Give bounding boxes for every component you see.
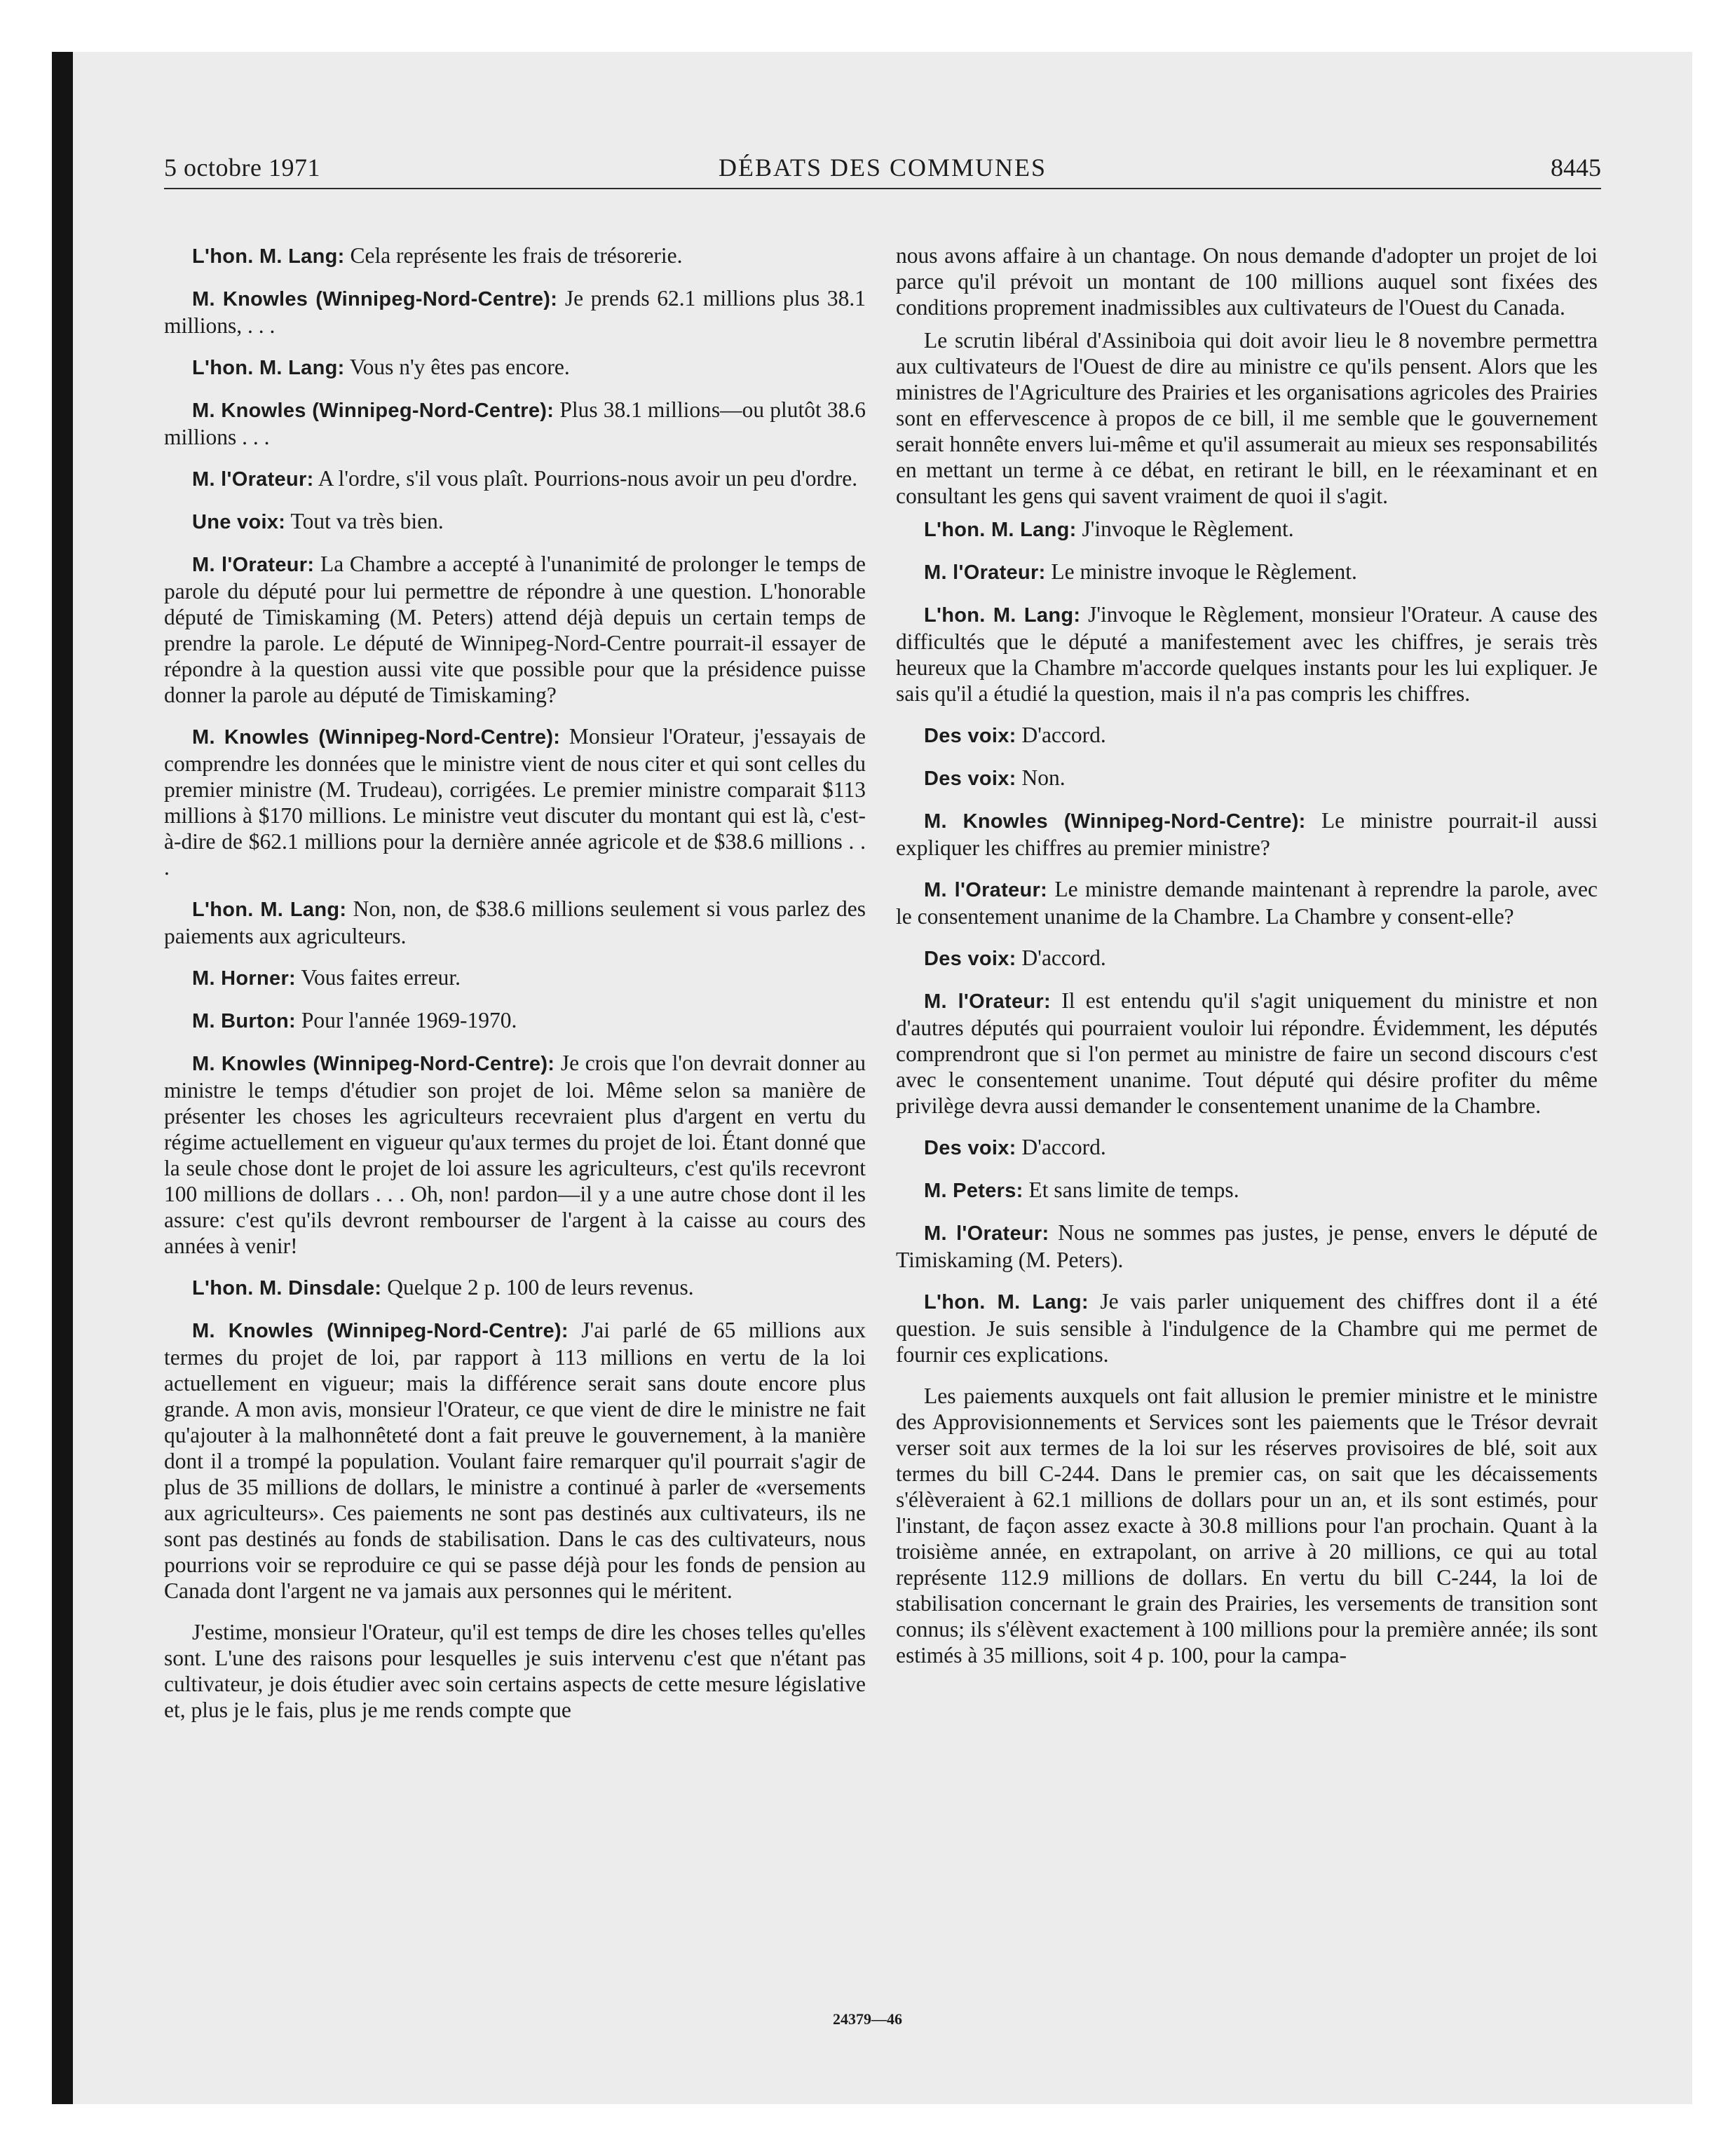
right-column bbox=[896, 243, 1598, 1981]
speech-text: Cela représente les frais de trésorerie. bbox=[350, 243, 683, 268]
speech-text: Le ministre invoque le Règlement. bbox=[1051, 559, 1357, 584]
footer-print-code: 24379—46 bbox=[833, 2010, 902, 2028]
speech-text: Vous n'y êtes pas encore. bbox=[349, 355, 570, 379]
speaker-name: Une voix: bbox=[192, 511, 286, 533]
speech-text: Nous ne sommes pas justes, je pense, envers le député de Timiskaming (M. Peters). bbox=[896, 1220, 1598, 1272]
page-number: 8445 bbox=[1551, 153, 1601, 182]
speech-text: Le ministre pourrait-il aussi expliquer les chiffres au premier ministre? bbox=[896, 808, 1598, 860]
speech-text: A l'ordre, s'il vous plaît. Pourrions-nous avoir un peu d'ordre. bbox=[318, 466, 858, 491]
speech-text: Tout va très bien. bbox=[290, 509, 444, 533]
debate-paragraph bbox=[164, 1007, 866, 1035]
page-header bbox=[164, 151, 1601, 189]
speech-text: Je prends 62.1 millions plus 38.1 millions, . . . bbox=[164, 286, 866, 338]
speech-text: J'estime, monsieur l'Orateur, qu'il est temps de dire les choses telles qu'elles sont. L'une des raisons pour lesquelles je suis intervenu c'est que n'étant pas cultivateur, je dois étudier avec soin certains aspects de cette mesure législative et, plus je le fais, plus je me rends compte que bbox=[164, 1620, 866, 1722]
speech-text: J'invoque le Règlement. bbox=[1082, 517, 1294, 541]
speech-text: Quelque 2 p. 100 de leurs revenus. bbox=[387, 1275, 694, 1299]
debate-paragraph bbox=[896, 876, 1598, 929]
speaker-name: L'hon. M. Lang: bbox=[924, 519, 1077, 541]
debate-paragraph bbox=[896, 601, 1598, 707]
speech-text: Vous faites erreur. bbox=[301, 965, 461, 990]
debate-paragraph bbox=[896, 1134, 1598, 1161]
speaker-name: M. l'Orateur: bbox=[924, 990, 1051, 1013]
speaker-name: L'hon. M. Lang: bbox=[192, 245, 345, 268]
debate-paragraph bbox=[164, 508, 866, 535]
debate-paragraph bbox=[164, 243, 866, 270]
debate-paragraph bbox=[896, 1288, 1598, 1367]
debate-paragraph bbox=[164, 1619, 866, 1723]
speaker-name: M. Knowles (Winnipeg-Nord-Centre): bbox=[192, 1320, 569, 1342]
speaker-name: L'hon. M. Lang: bbox=[192, 899, 347, 921]
debate-paragraph bbox=[164, 723, 866, 880]
speaker-name: M. l'Orateur: bbox=[192, 468, 314, 491]
speaker-name: L'hon. M. Lang: bbox=[192, 357, 345, 379]
debate-paragraph bbox=[896, 988, 1598, 1119]
speech-text: Pour l'année 1969-1970. bbox=[301, 1008, 517, 1032]
speech-text: Le scrutin libéral d'Assiniboia qui doit avoir lieu le 8 novembre permettra aux cultivateurs de l'Ouest de dire au ministre ce qu'ils pensent. Alors que les ministres de l'Agriculture des Prairies et les organisations agricoles des Prairies sont en effervescence à propos de ce bill, il me semble que le gouvernement serait honnête envers lui-même et qu'il assumerait au mieux ses responsabilités en mettant un terme à ce débat, en retirant le bill, en le réexaminant et en consultant les gens qui savent vraiment de quoi il s'agit. bbox=[896, 328, 1598, 508]
speech-text: nous avons affaire à un chantage. On nous demande d'adopter un projet de loi parce qu'il prévoit un montant de 100 millions auquel sont fixées des conditions proprement inadmissibles aux cultivateurs de l'Ouest du Canada. bbox=[896, 243, 1598, 320]
debate-paragraph bbox=[896, 243, 1598, 320]
speaker-name: Des voix: bbox=[924, 767, 1016, 790]
speaker-name: M. Knowles (Winnipeg-Nord-Centre): bbox=[192, 1053, 555, 1075]
debate-paragraph bbox=[896, 807, 1598, 861]
debate-paragraph bbox=[164, 354, 866, 381]
left-column bbox=[164, 243, 866, 1981]
header-title: DÉBATS DES COMMUNES bbox=[718, 153, 1047, 182]
debate-paragraph bbox=[896, 327, 1598, 509]
speech-text: La Chambre a accepté à l'unanimité de prolonger le temps de parole du député pour lui permettre de répondre à une question. L'honorable député de Timiskaming (M. Peters) attend déjà depuis un certain temps de prendre la parole. Le député de Winnipeg-Nord-Centre pourrait-il essayer de répondre à la question aussi vite que possible pour que la présidence puisse donner la parole au député de Timiskaming? bbox=[164, 552, 866, 707]
debate-paragraph bbox=[896, 1220, 1598, 1273]
debate-paragraph bbox=[896, 765, 1598, 792]
debate-paragraph bbox=[164, 285, 866, 339]
speaker-name: M. l'Orateur: bbox=[192, 554, 315, 576]
speech-text: Les paiements auxquels ont fait allusion le premier ministre et le ministre des Approvisionnements et Services sont les paiements que le Trésor devrait verser soit aux termes de la loi sur les réserves provisoires de blé, soit aux termes du bill C-244. Dans le premier cas, on sait que les décaissements s'élèveraient à 62.1 millions de dollars pour un an, et ils sont estimés, pour l'instant, de façon assez exacte à 30.8 millions pour l'an prochain. Quant à la troisième année, en extrapolant, on arrive à 20 millions, ce qui au total représente 112.9 millions de dollars. En vertu du bill C-244, la loi de stabilisation concernant le grain des Prairies, les versements de transition sont connus; ils s'élèvent exactement à 100 millions pour la première année; ils sont estimés à 35 millions, soit 4 p. 100, pour la campa- bbox=[896, 1384, 1598, 1667]
debate-paragraph bbox=[896, 1383, 1598, 1668]
speaker-name: M. l'Orateur: bbox=[924, 1222, 1049, 1245]
debate-paragraph bbox=[164, 964, 866, 992]
speech-text: D'accord. bbox=[1021, 946, 1106, 970]
speaker-name: M. Horner: bbox=[192, 967, 296, 990]
speech-text: Non. bbox=[1021, 765, 1066, 790]
debate-paragraph bbox=[896, 516, 1598, 543]
speaker-name: M. Burton: bbox=[192, 1010, 296, 1032]
speaker-name: L'hon. M. Dinsdale: bbox=[192, 1277, 382, 1299]
debate-paragraph bbox=[164, 465, 866, 493]
speaker-name: L'hon. M. Lang: bbox=[924, 604, 1081, 627]
speech-text: Plus 38.1 millions—ou plutôt 38.6 millions . . . bbox=[164, 397, 866, 449]
speaker-name: M. Peters: bbox=[924, 1180, 1023, 1202]
speaker-name: M. Knowles (Winnipeg-Nord-Centre): bbox=[924, 810, 1306, 833]
speaker-name: M. l'Orateur: bbox=[924, 561, 1046, 584]
debate-paragraph bbox=[896, 559, 1598, 586]
speech-text: Le ministre demande maintenant à reprendre la parole, avec le consentement unanime de la Chambre. La Chambre y consent-elle? bbox=[896, 877, 1598, 929]
speech-text: Monsieur l'Orateur, j'essayais de comprendre les données que le ministre vient de nous citer et qui sont celles du premier ministre (M. Trudeau), corrigées. Le premier ministre comparait $113 millions à $170 millions. Le ministre veut discuter du montant qui est là, c'est-à-dire de $62.1 millions pour la dernière année agricole et de $38.6 millions . . . bbox=[164, 724, 866, 880]
speaker-name: M. Knowles (Winnipeg-Nord-Centre): bbox=[192, 400, 554, 422]
header-date: 5 octobre 1971 bbox=[164, 153, 320, 182]
speech-text: Je vais parler uniquement des chiffres dont il a été question. Je suis sensible à l'indulgence de la Chambre qui me permet de fournir ces explications. bbox=[896, 1289, 1598, 1367]
debate-paragraph bbox=[164, 1317, 866, 1604]
speaker-name: Des voix: bbox=[924, 725, 1016, 747]
debate-paragraph bbox=[164, 1274, 866, 1302]
speaker-name: Des voix: bbox=[924, 1137, 1016, 1159]
speech-text: D'accord. bbox=[1021, 1135, 1106, 1159]
speaker-name: L'hon. M. Lang: bbox=[924, 1291, 1089, 1314]
debate-paragraph bbox=[164, 397, 866, 450]
debate-paragraph bbox=[896, 1177, 1598, 1204]
speaker-name: Des voix: bbox=[924, 948, 1016, 970]
debate-paragraph bbox=[896, 722, 1598, 749]
debate-paragraph bbox=[896, 945, 1598, 972]
speech-text: Il est entendu qu'il s'agit uniquement du ministre et non d'autres députés qui pourraient vouloir lui répondre. Évidemment, les députés comprendront que si l'on permet au ministre de faire un second discours c'est avec le consentement unanime. Tout député qui désire profiter du même privilège devra aussi demander le consentement unanime de la Chambre. bbox=[896, 988, 1598, 1118]
speech-text: Je crois que l'on devrait donner au ministre le temps d'étudier son projet de loi. Même selon sa manière de présenter les choses les agriculteurs recevraient plus d'argent en vertu du régime actuellement en vigueur qu'aux termes du projet de loi. Étant donné que la seule chose dont le projet de loi assure les agriculteurs, c'est qu'ils recevront 100 millions de dollars . . . Oh, non! pardon—il y a une autre chose dont il les assure: c'est qu'ils devront rembourser de l'argent à la caisse au cours des années à venir! bbox=[164, 1051, 866, 1258]
speech-text: Et sans limite de temps. bbox=[1028, 1178, 1239, 1202]
speaker-name: M. l'Orateur: bbox=[924, 879, 1048, 901]
debate-paragraph bbox=[164, 1050, 866, 1259]
speech-text: J'ai parlé de 65 millions aux termes du projet de loi, par rapport à 113 millions en vertu de la loi actuellement en vigueur; mais la différence serait sans doute encore plus grande. A mon avis, monsieur l'Orateur, ce que vient de dire le ministre ne fait qu'ajouter à la malhonnêteté dont a fait preuve le gouvernement, à la manière dont il a trompé la population. Voulant faire remarquer qu'il pourrait s'agir de plus de 35 millions de dollars, le ministre a continué à parler de «versements aux agriculteurs». Ces paiements ne sont pas destinés aux cultivateurs, ils ne sont pas destinés au fonds de stabilisation. Dans le cas des cultivateurs, nous pourrions voir se reproduire ce qui se passe déjà pour les fonds de pension au Canada dont l'argent ne va jamais aux personnes qui le méritent. bbox=[164, 1318, 866, 1603]
speech-text: D'accord. bbox=[1021, 723, 1106, 747]
debate-paragraph bbox=[164, 551, 866, 708]
speech-text: Non, non, de $38.6 millions seulement si vous parlez des paiements aux agriculteurs. bbox=[164, 896, 866, 948]
speaker-name: M. Knowles (Winnipeg-Nord-Centre): bbox=[192, 288, 558, 311]
debate-paragraph bbox=[164, 896, 866, 949]
speech-text: J'invoque le Règlement, monsieur l'Orateur. A cause des difficultés que le député a manifestement avec les chiffres, je serais très heureux que la Chambre m'accorde quelques instants pour les lui expliquer. Je sais qu'il a étudié la question, mais il n'a pas compris les chiffres. bbox=[896, 602, 1598, 706]
speaker-name: M. Knowles (Winnipeg-Nord-Centre): bbox=[192, 726, 561, 749]
